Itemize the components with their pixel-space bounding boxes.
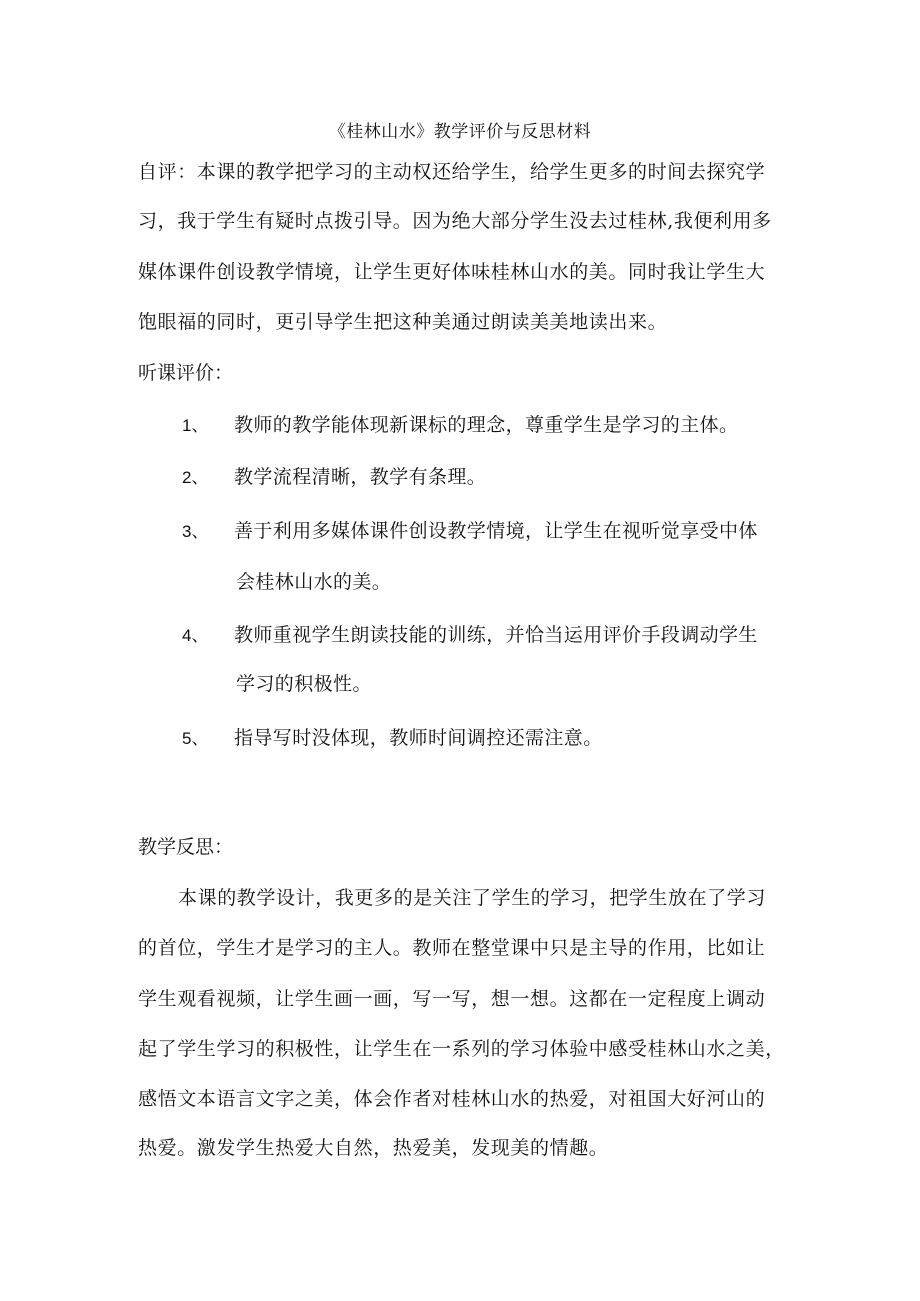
item-text: 教学流程清晰，教学有条理。 <box>234 466 487 488</box>
listening-eval-heading: 听课评价： <box>138 362 234 384</box>
reflection-heading: 教学反思： <box>138 836 234 858</box>
item-text: 善于利用多媒体课件创设教学情境，让学生在视听觉享受中体 <box>234 520 758 542</box>
reflection-line: 的首位，学生才是学习的主人。教师在整堂课中只是主导的作用，比如让 <box>138 937 766 959</box>
item-text: 指导写时没体现，教师时间调控还需注意。 <box>234 727 603 749</box>
item-number: 1、 <box>182 416 209 435</box>
reflection-line: 本课的教学设计，我更多的是关注了学生的学习，把学生放在了学习 <box>178 887 767 909</box>
item-number: 4、 <box>182 626 209 645</box>
item-text-continuation: 会桂林山水的美。 <box>236 571 392 593</box>
self-eval-line: 媒体课件创设教学情境，让学生更好体味桂林山水的美。同时我让学生大 <box>138 261 766 283</box>
reflection-line: 热爱。激发学生热爱大自然，热爱美，发现美的情趣。 <box>138 1137 609 1159</box>
item-number: 2、 <box>182 468 209 487</box>
self-eval-line: 习，我于学生有疑时点拨引导。因为绝大部分学生没去过桂林,我便利用多 <box>138 210 772 232</box>
item-text: 教师重视学生朗读技能的训练，并恰当运用评价手段调动学生 <box>234 624 758 646</box>
self-eval-line: 自评：本课的教学把学习的主动权还给学生，给学生更多的时间去探究学 <box>138 161 766 183</box>
item-text: 教师的教学能体现新课标的理念，尊重学生是学习的主体。 <box>234 414 739 436</box>
self-eval-line: 饱眼福的同时，更引导学生把这种美通过朗读美美地读出来。 <box>138 311 668 333</box>
reflection-line: 起了学生学习的积极性，让学生在一系列的学习体验中感受桂林山水之美， <box>138 1038 785 1060</box>
item-number: 5、 <box>182 729 209 748</box>
item-number: 3、 <box>182 522 209 541</box>
item-text-continuation: 学习的积极性。 <box>236 673 372 695</box>
reflection-line: 感悟文本语言文字之美，体会作者对桂林山水的热爱，对祖国大好河山的 <box>138 1088 766 1110</box>
reflection-line: 学生观看视频，让学生画一画，写一写，想一想。这都在一定程度上调动 <box>138 988 766 1010</box>
document-title: 《桂林山水》教学评价与反思材料 <box>328 122 592 142</box>
